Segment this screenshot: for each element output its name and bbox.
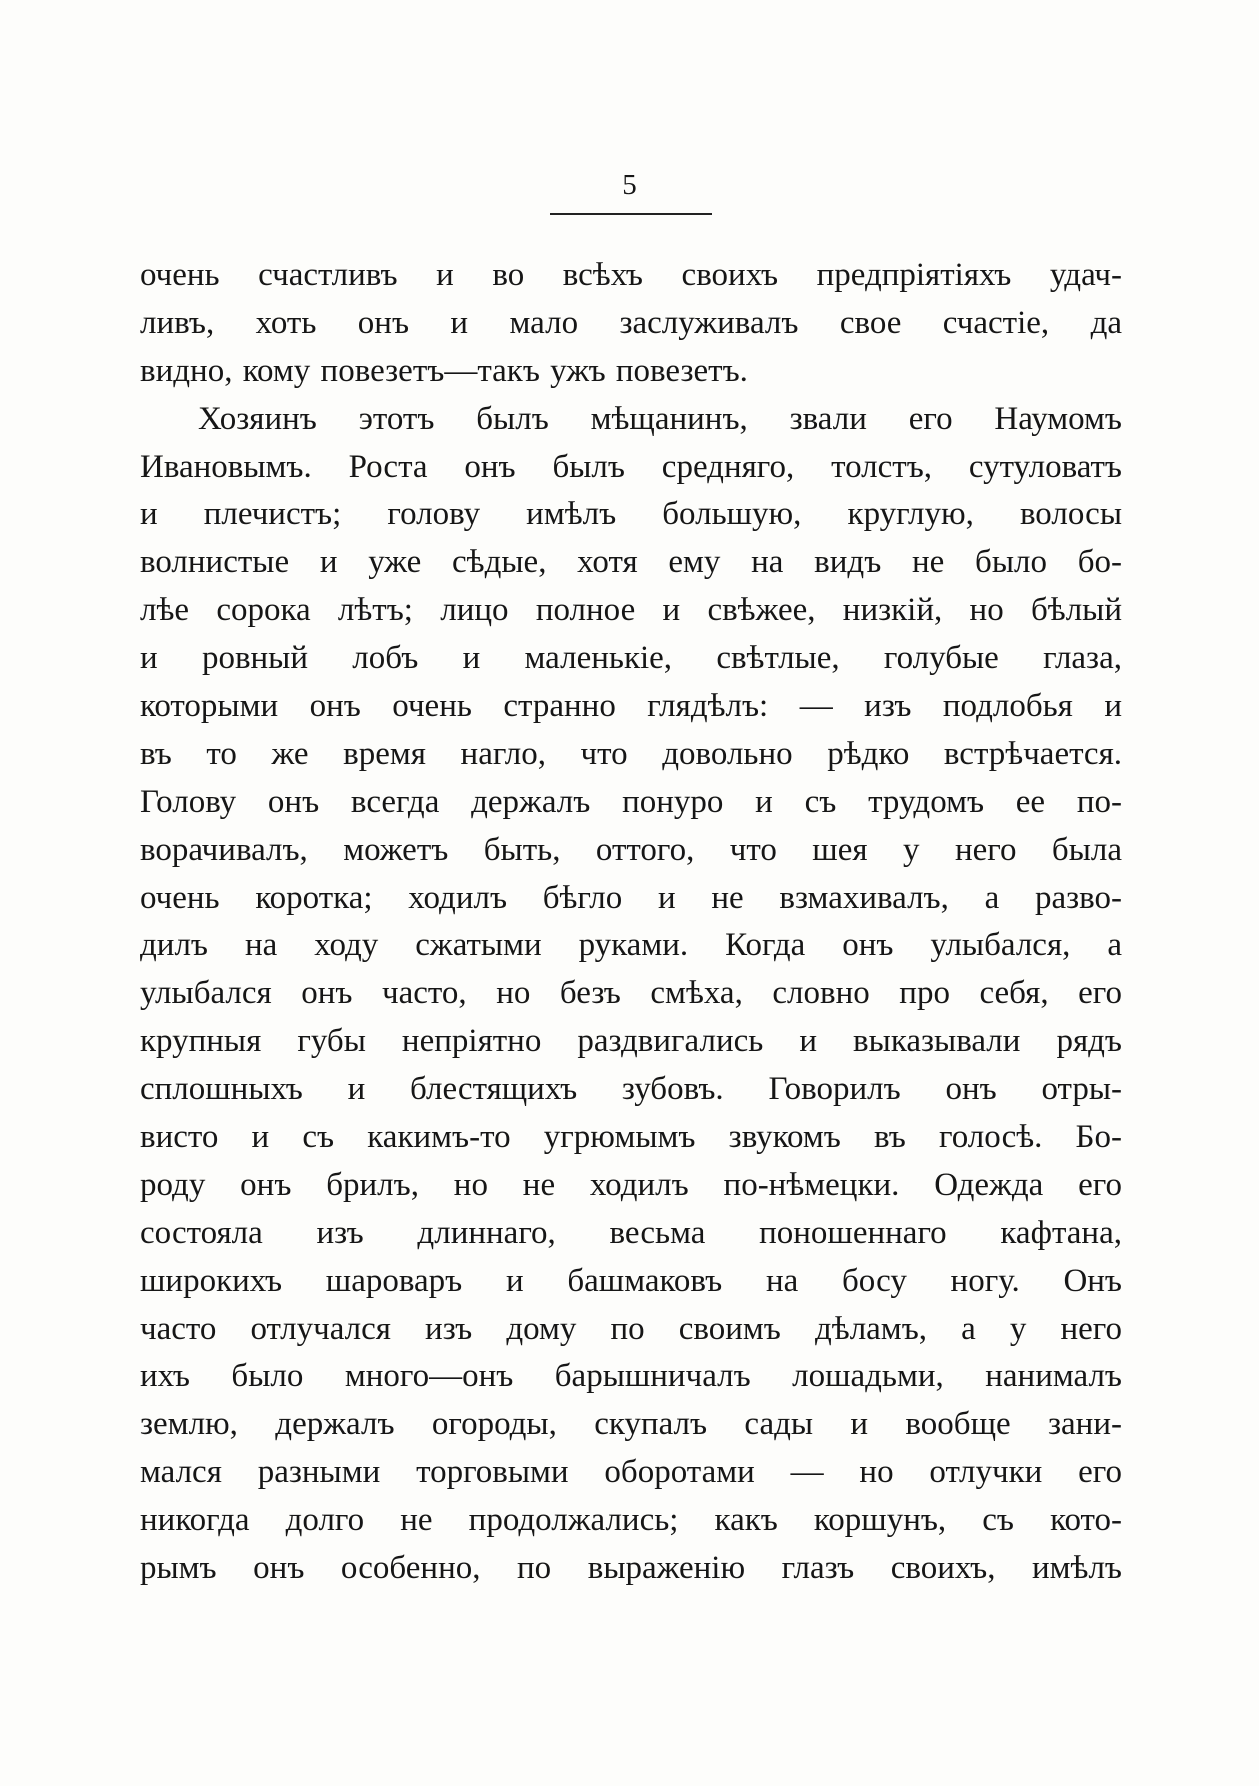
text-line: лѣе сорока лѣтъ; лицо полное и свѣжее, низкій, но бѣлый	[140, 592, 1122, 629]
text-line: землю, держалъ огороды, скупалъ сады и вообще зани-	[140, 1406, 1122, 1443]
text-line: ливъ, хоть онъ и мало заслуживалъ свое счастіе, да	[140, 304, 1122, 341]
text-line: никогда долго не продолжались; какъ коршунъ, съ кото-	[140, 1502, 1122, 1539]
text-line: Ивановымъ. Роста онъ былъ средняго, толстъ, сутуловатъ	[140, 448, 1122, 485]
text-line: роду онъ брилъ, но не ходилъ по-нѣмецки. Одежда его	[140, 1166, 1122, 1203]
body-text	[140, 252, 1122, 1593]
text-line: висто и съ какимъ-то угрюмымъ звукомъ въ голосѣ. Бо-	[140, 1119, 1122, 1156]
text-line: ихъ было много—онъ барышничалъ лошадьми, нанималъ	[140, 1358, 1122, 1395]
text-line: состояла изъ длиннаго, весьма поношеннаго кафтана,	[140, 1214, 1122, 1251]
text-line: Хозяинъ этотъ былъ мѣщанинъ, звали его Наумомъ	[198, 400, 1122, 437]
text-line: которыми онъ очень странно глядѣлъ: — изъ подлобья и	[140, 688, 1122, 725]
text-line: видно, кому повезетъ—такъ ужъ повезетъ.	[140, 352, 748, 389]
text-line: дилъ на ходу сжатыми руками. Когда онъ улыбался, а	[140, 927, 1122, 964]
text-line: и плечистъ; голову имѣлъ большую, круглую, волосы	[140, 496, 1122, 533]
text-line: мался разными торговыми оборотами — но отлучки его	[140, 1454, 1122, 1491]
text-line: Голову онъ всегда держалъ понуро и съ трудомъ ее по-	[140, 783, 1122, 820]
text-line: волнистые и уже сѣдые, хотя ему на видъ не было бо-	[140, 544, 1122, 581]
text-line: рымъ онъ особенно, по выраженію глазъ своихъ, имѣлъ	[140, 1550, 1122, 1587]
page-number: 5	[622, 169, 637, 201]
text-line: ворачивалъ, можетъ быть, оттого, что шея у него была	[140, 831, 1122, 868]
text-line: часто отлучался изъ дому по своимъ дѣламъ, а у него	[140, 1310, 1122, 1347]
text-line: улыбался онъ часто, но безъ смѣха, словно про себя, его	[140, 975, 1122, 1012]
text-line: широкихъ шароваръ и башмаковъ на босу ногу. Онъ	[140, 1262, 1122, 1299]
text-line: и ровный лобъ и маленькіе, свѣтлые, голубые глаза,	[140, 640, 1122, 677]
text-line: въ то же время нагло, что довольно рѣдко встрѣчается.	[140, 735, 1122, 772]
text-line: крупныя губы непріятно раздвигались и выказывали рядъ	[140, 1023, 1122, 1060]
page-number-rule	[550, 213, 712, 215]
text-line: очень счастливъ и во всѣхъ своихъ предпріятіяхъ удач-	[140, 257, 1122, 293]
text-line: очень коротка; ходилъ бѣгло и не взмахивалъ, а разво-	[140, 879, 1122, 916]
text-line: сплошныхъ и блестящихъ зубовъ. Говорилъ онъ отры-	[140, 1071, 1122, 1108]
